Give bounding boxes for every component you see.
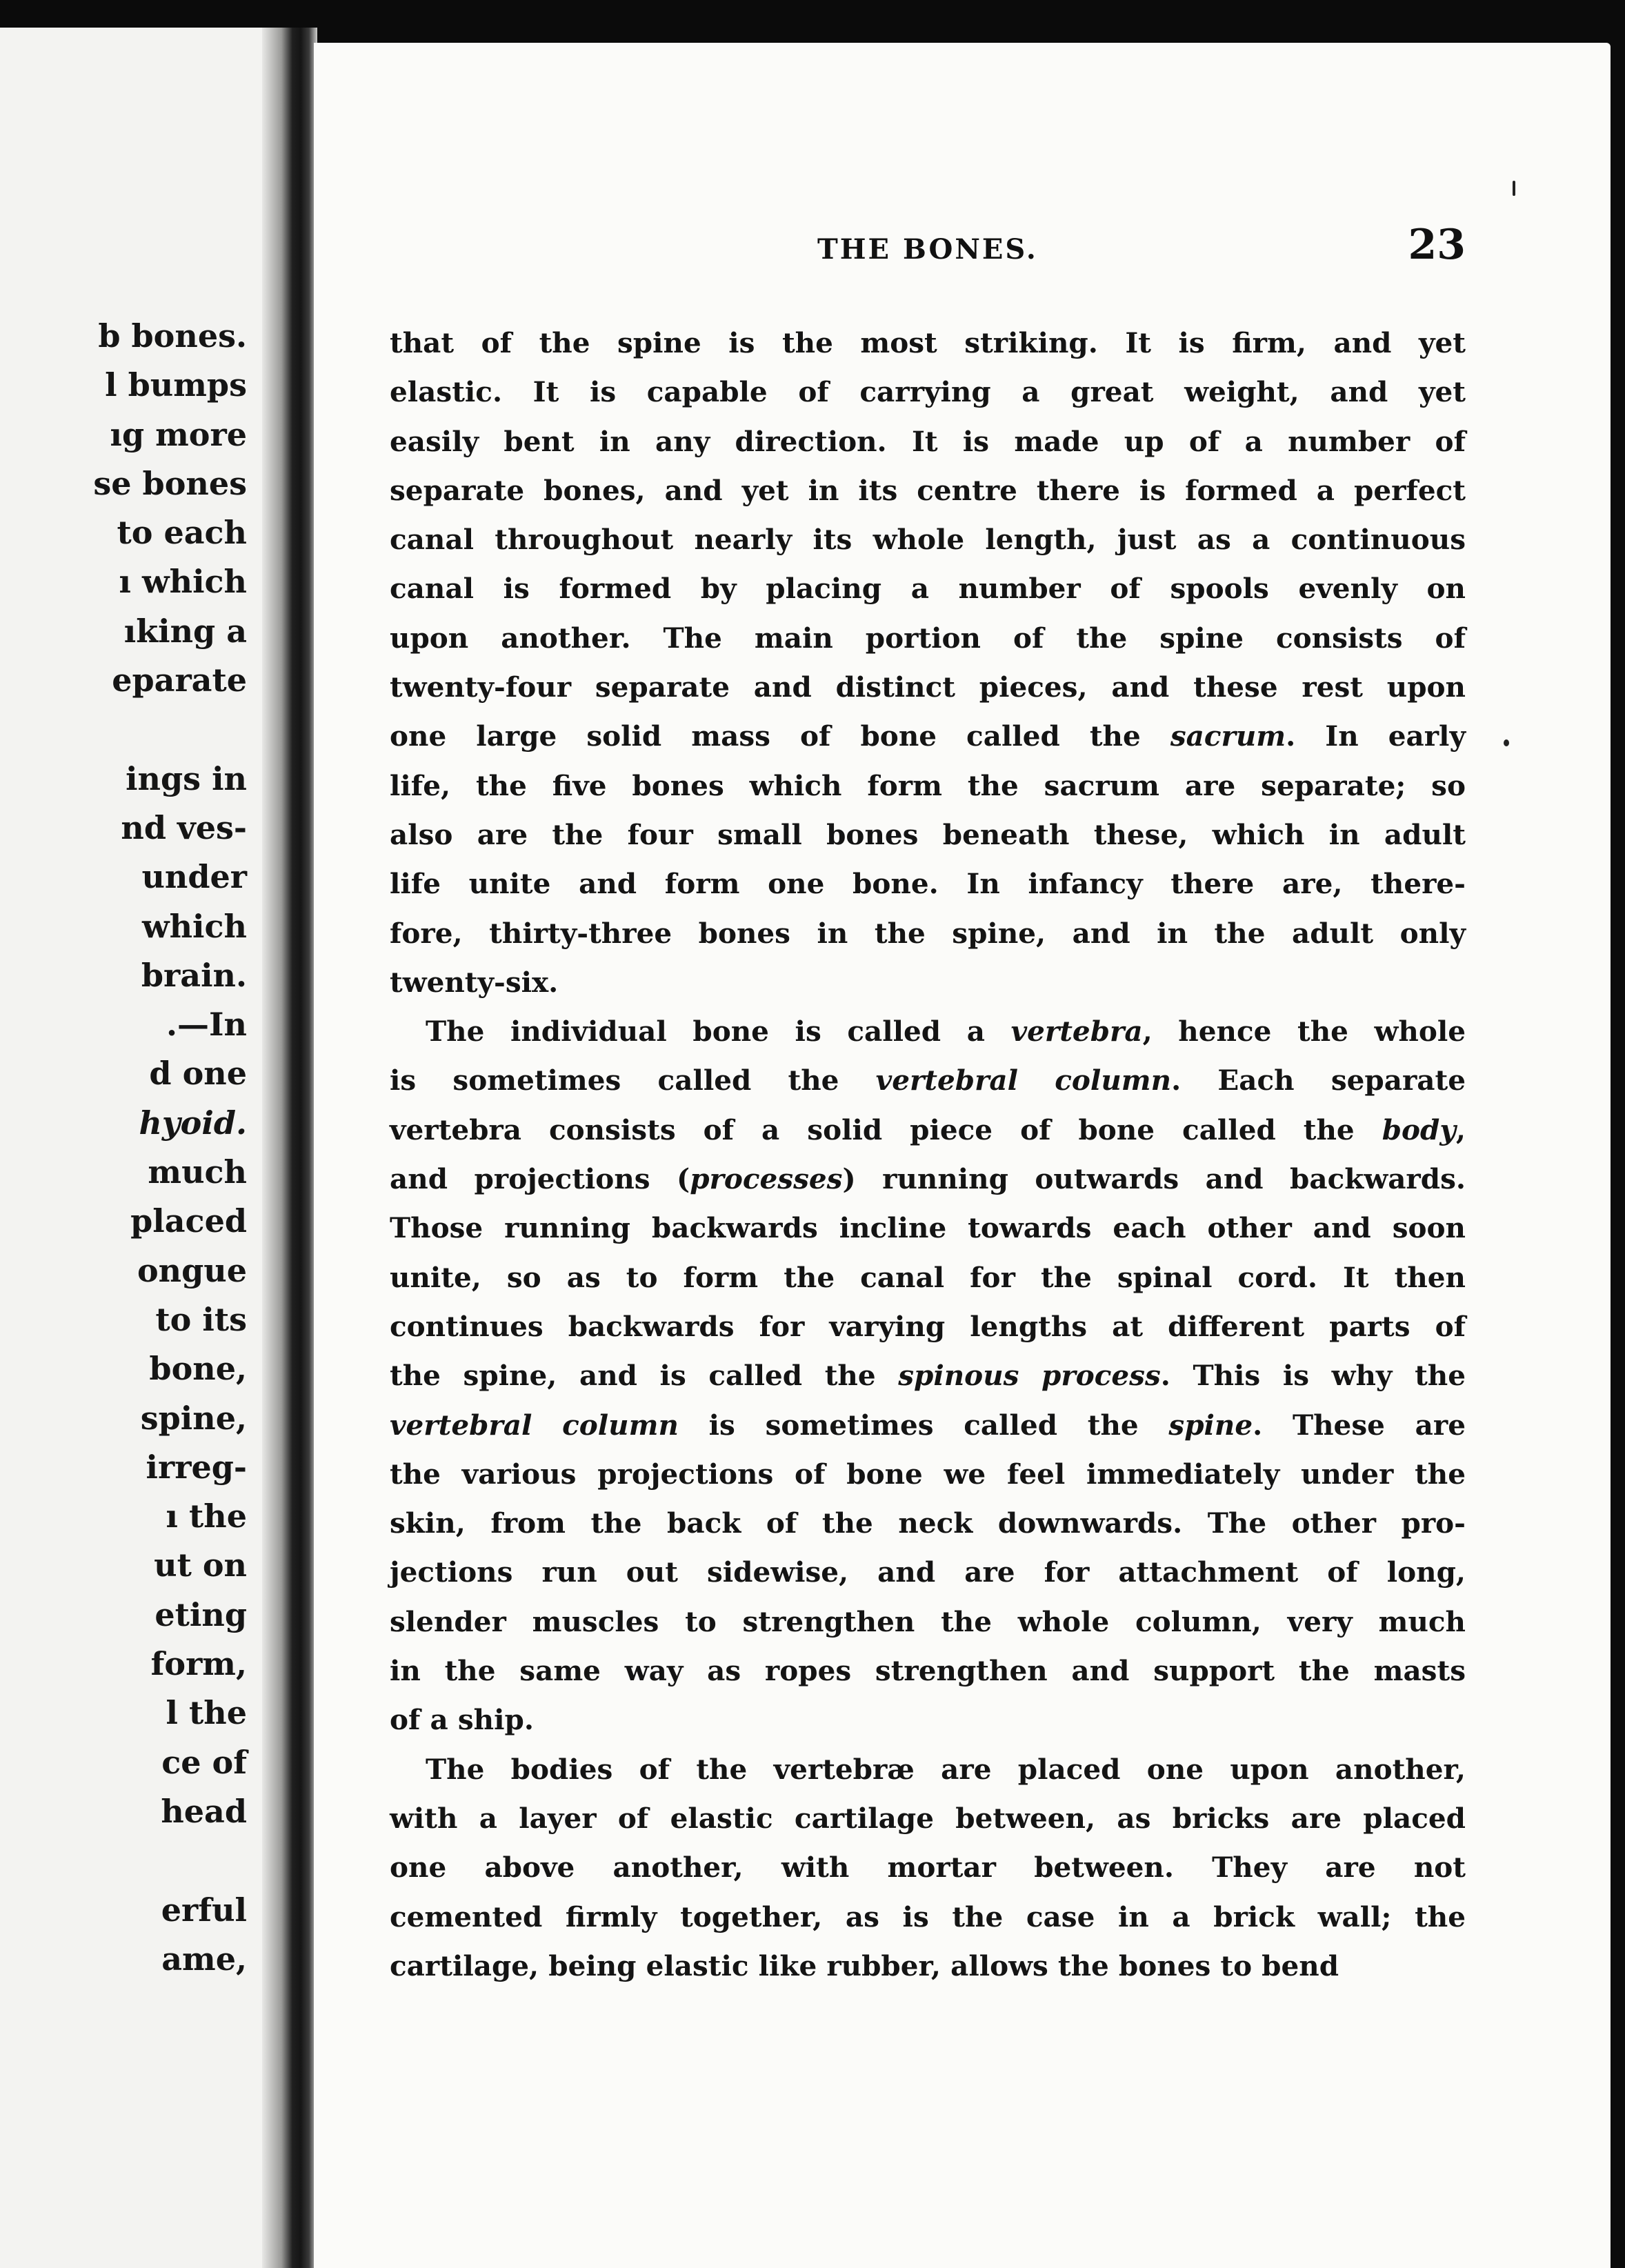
previous-page-line: erful xyxy=(161,1891,247,1929)
previous-page-line: much xyxy=(148,1153,247,1191)
text-line: is sometimes called the vertebral column. Each separate xyxy=(390,1064,1466,1097)
previous-page-line: ıg more xyxy=(110,415,247,453)
previous-page-line: ıking a xyxy=(123,612,247,650)
text-line: Those running backwards incline towards each other and soon xyxy=(390,1211,1466,1245)
previous-page-line: ame, xyxy=(161,1940,247,1978)
text-line: life, the five bones which form the sacrum are separate; so xyxy=(390,768,1466,802)
book-page xyxy=(314,43,1611,2268)
text-line: continues backwards for varying lengths at different parts of xyxy=(390,1309,1466,1343)
chapter-title: THE BONES. xyxy=(817,233,1038,266)
text-line: vertebral column is sometimes called the spine. These are xyxy=(390,1408,1466,1442)
previous-page-line: ings in xyxy=(126,759,247,797)
text-line: separate bones, and yet in its centre there is formed a perfect xyxy=(390,473,1466,507)
text-line: of a ship. xyxy=(390,1703,534,1737)
previous-page-line: b bones. xyxy=(98,317,247,355)
previous-page-text xyxy=(93,312,247,1984)
text-line: fore, thirty-three bones in the spine, and in the adult only xyxy=(390,916,1466,950)
previous-page-line: se bones xyxy=(93,464,247,502)
text-line: with a layer of elastic cartilage between, as bricks are placed xyxy=(390,1801,1466,1835)
text-line: twenty-four separate and distinct pieces, and these rest upon xyxy=(390,670,1466,704)
previous-page-line: nd ves- xyxy=(121,808,247,846)
previous-page-line: under xyxy=(141,858,247,896)
book-gutter xyxy=(262,28,317,2268)
previous-page-line: form, xyxy=(150,1645,247,1683)
text-line: vertebra consists of a solid piece of bone called the body, xyxy=(390,1113,1466,1146)
previous-page-line: head xyxy=(161,1792,247,1830)
text-line: in the same way as ropes strengthen and support the masts xyxy=(390,1654,1466,1688)
previous-page-line: ı which xyxy=(119,563,247,601)
text-line: the various projections of bone we feel immediately under the xyxy=(390,1457,1466,1491)
previous-page-line: d one xyxy=(149,1055,247,1093)
page-body-text xyxy=(390,319,1466,1991)
text-line: skin, from the back of the neck downwards. The other pro- xyxy=(390,1506,1466,1540)
previous-page-line: to each xyxy=(117,514,247,552)
paragraph xyxy=(390,1745,1466,1991)
text-line: upon another. The main portion of the spine consists of xyxy=(390,621,1466,655)
text-line: elastic. It is capable of carrying a great weight, and yet xyxy=(390,375,1466,409)
previous-page-line: which xyxy=(142,907,247,945)
previous-page-line: to its xyxy=(155,1300,247,1338)
previous-page-line: ut on xyxy=(154,1546,247,1584)
previous-page-line: eparate xyxy=(112,662,247,699)
paragraph xyxy=(390,319,1466,1007)
text-line: canal throughout nearly its whole length, just as a continuous xyxy=(390,523,1466,557)
text-line: cartilage, being elastic like rubber, allows the bones to bend xyxy=(390,1949,1339,1982)
previous-page-line: hyoid. xyxy=(139,1104,247,1142)
text-line: that of the spine is the most striking. It is firm, and yet xyxy=(390,326,1466,359)
previous-page-line: l bumps xyxy=(105,366,247,404)
previous-page-line: l the xyxy=(166,1694,247,1732)
previous-page-fragment xyxy=(0,28,262,2268)
previous-page-line: spine, xyxy=(140,1399,247,1437)
previous-page-line: eting xyxy=(154,1595,247,1633)
paragraph xyxy=(390,1007,1466,1744)
ink-speck xyxy=(1513,181,1515,196)
previous-page-line: ce of xyxy=(161,1743,247,1781)
text-line: canal is formed by placing a number of spools evenly on xyxy=(390,572,1466,606)
text-line: easily bent in any direction. It is made up of a number of xyxy=(390,424,1466,458)
previous-page-line: ongue xyxy=(137,1251,247,1289)
previous-page-line: brain. xyxy=(141,956,247,994)
previous-page-line xyxy=(93,1836,247,1885)
text-line: slender muscles to strengthen the whole column, very much xyxy=(390,1604,1466,1638)
page-number: 23 xyxy=(1408,221,1466,269)
text-line: the spine, and is called the spinous process. This is why the xyxy=(390,1359,1466,1393)
ink-speck xyxy=(1504,739,1509,746)
text-line: The bodies of the vertebræ are placed one upon another, xyxy=(426,1752,1466,1786)
text-line: jections run out sidewise, and are for attachment of long, xyxy=(390,1555,1466,1589)
previous-page-line: placed xyxy=(130,1202,247,1240)
previous-page-line: irreg- xyxy=(146,1448,247,1486)
previous-page-line: ı the xyxy=(166,1498,247,1535)
text-line: one large solid mass of bone called the sacrum. In early xyxy=(390,719,1466,753)
text-line: unite, so as to form the canal for the spinal cord. It then xyxy=(390,1260,1466,1294)
text-line: twenty-six. xyxy=(390,965,559,999)
text-line: life unite and form one bone. In infancy there are, there- xyxy=(390,867,1466,901)
previous-page-line xyxy=(93,705,247,754)
text-line: also are the four small bones beneath these, which in adult xyxy=(390,817,1466,851)
running-head xyxy=(314,221,1611,283)
previous-page-line: bone, xyxy=(149,1350,247,1388)
text-line: cemented firmly together, as is the case in a brick wall; the xyxy=(390,1900,1466,1933)
previous-page-line: .—In xyxy=(166,1006,247,1044)
text-line: and projections (processes) running outwards and backwards. xyxy=(390,1162,1466,1196)
text-line: one above another, with mortar between. They are not xyxy=(390,1851,1466,1884)
text-line: The individual bone is called a vertebra, hence the whole xyxy=(426,1015,1466,1048)
